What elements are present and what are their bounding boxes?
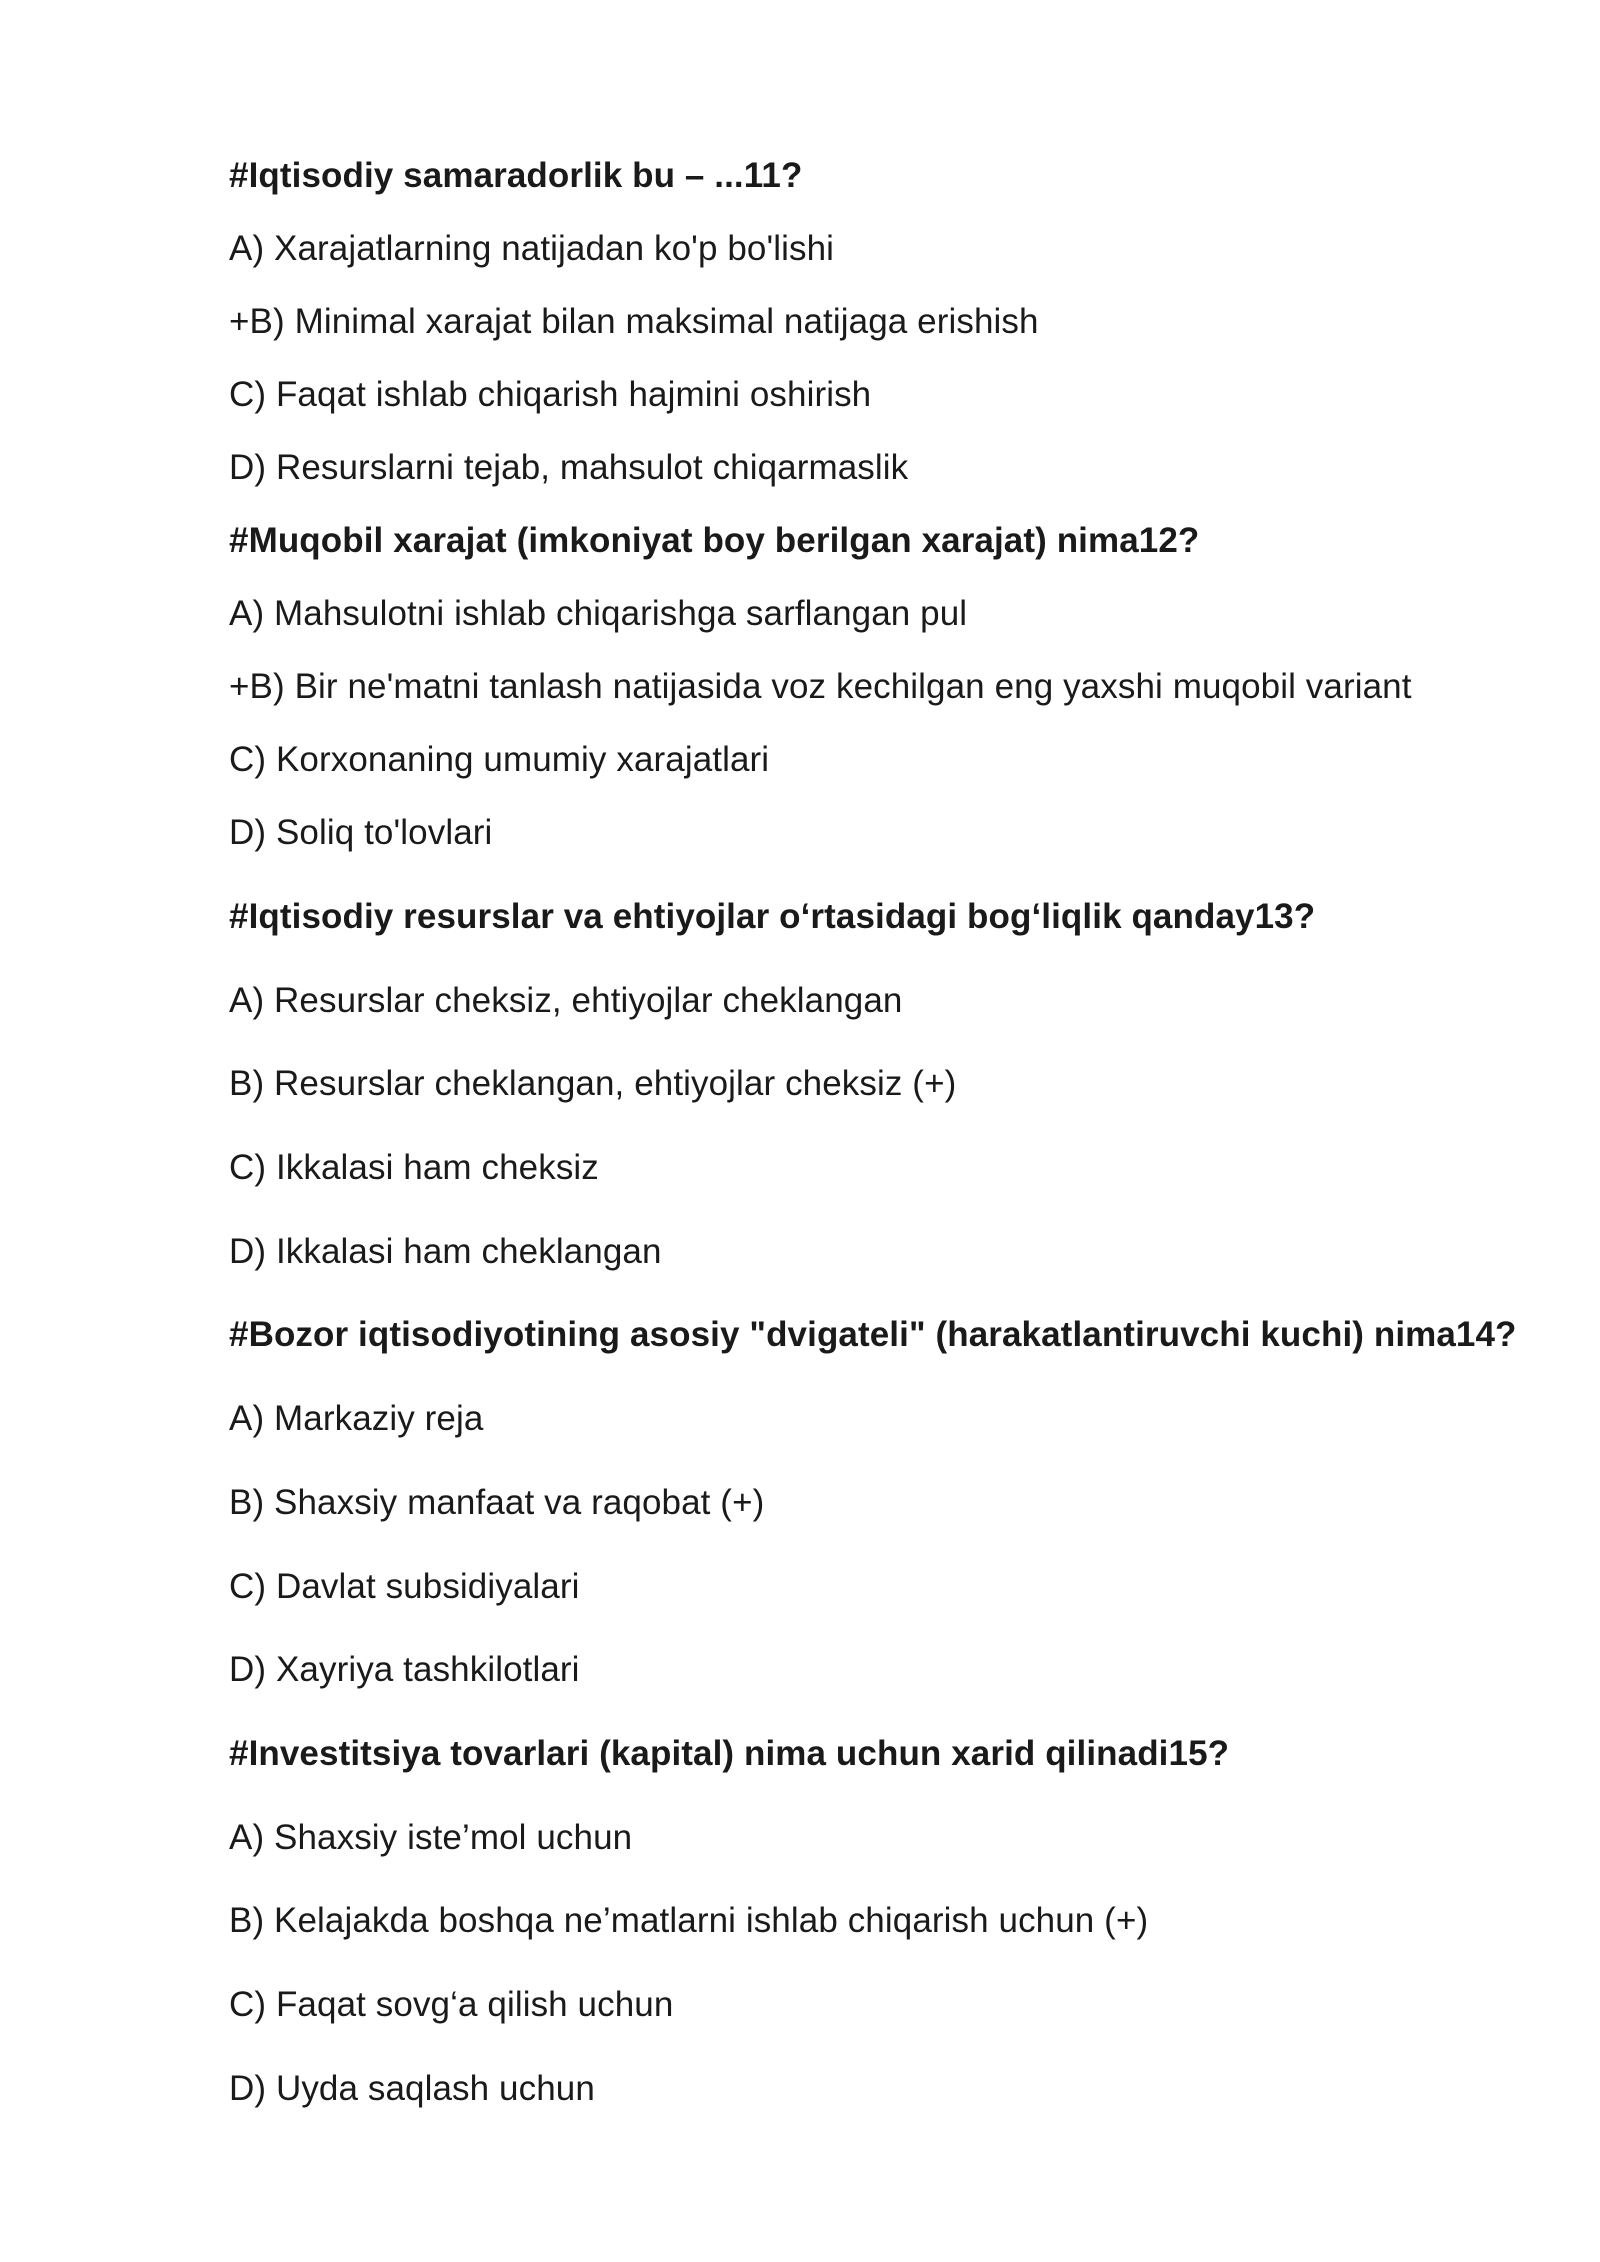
answer-option: +B) Minimal xarajat bilan maksimal natijaga erishish [229, 302, 1039, 341]
answer-option: D) Uyda saqlash uchun [229, 2069, 595, 2108]
question-title: #Investitsiya tovarlari (kapital) nima uchun xarid qilinadi15? [229, 1734, 1230, 1773]
question-title: #Bozor iqtisodiyotining asosiy "dvigateli" (harakatlantiruvchi kuchi) nima14? [229, 1315, 1517, 1354]
question-title: #Muqobil xarajat (imkoniyat boy berilgan xarajat) nima12? [229, 521, 1200, 560]
answer-option: D) Ikkalasi ham cheklangan [229, 1232, 662, 1271]
answer-option: C) Ikkalasi ham cheksiz [229, 1148, 599, 1187]
answer-option: C) Korxonaning umumiy xarajatlari [229, 740, 770, 779]
answer-option: A) Shaxsiy iste’mol uchun [229, 1818, 633, 1857]
answer-option: C) Faqat ishlab chiqarish hajmini oshirish [229, 375, 872, 414]
answer-option: C) Faqat sovg‘a qilish uchun [229, 1985, 674, 2024]
answer-option: D) Soliq to'lovlari [229, 813, 493, 852]
answer-option: B) Kelajakda boshqa ne’matlarni ishlab chiqarish uchun (+) [229, 1901, 1149, 1940]
answer-option: A) Resurslar cheksiz, ehtiyojlar cheklangan [229, 981, 903, 1020]
answer-option: D) Resurslarni tejab, mahsulot chiqarmaslik [229, 448, 909, 487]
question-title: #Iqtisodiy samaradorlik bu – ...11? [229, 156, 803, 195]
answer-option: B) Shaxsiy manfaat va raqobat (+) [229, 1483, 765, 1522]
answer-option: A) Mahsulotni ishlab chiqarishga sarflangan pul [229, 594, 968, 633]
answer-option: A) Xarajatlarning natijadan ko'p bo'lishi [229, 229, 835, 268]
question-title: #Iqtisodiy resurslar va ehtiyojlar o‘rtasidagi bog‘liqlik qanday13? [229, 897, 1316, 936]
answer-option: +B) Bir ne'matni tanlash natijasida voz kechilgan eng yaxshi muqobil variant [229, 667, 1412, 706]
answer-option: D) Xayriya tashkilotlari [229, 1650, 580, 1689]
answer-option: A) Markaziy reja [229, 1399, 484, 1438]
answer-option: C) Davlat subsidiyalari [229, 1567, 580, 1606]
answer-option: B) Resurslar cheklangan, ehtiyojlar cheksiz (+) [229, 1064, 957, 1103]
